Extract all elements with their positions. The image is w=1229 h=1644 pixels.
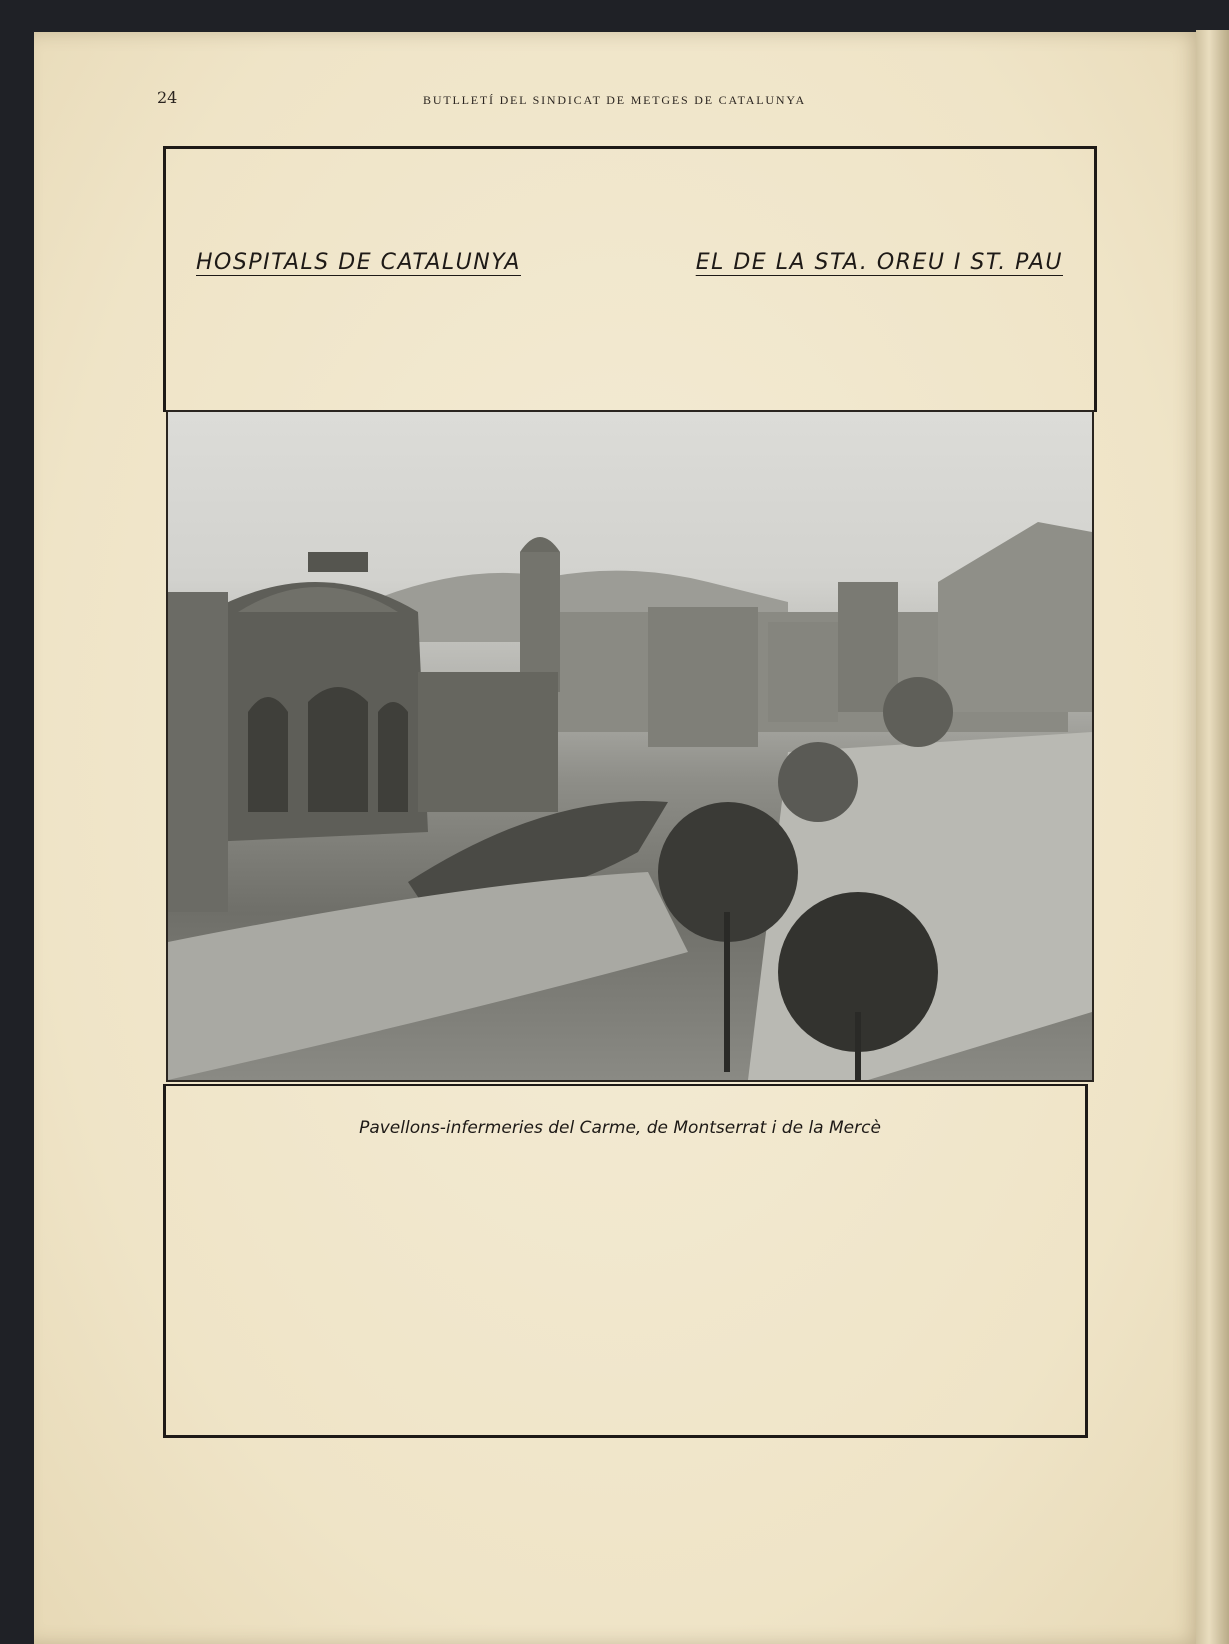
page-number: 24 — [157, 88, 178, 107]
photo-caption: Pavellons-infermeries del Carme, de Montserrat i de la Mercè — [359, 1118, 881, 1138]
book-page-edge — [1196, 30, 1229, 1644]
tower — [520, 552, 560, 692]
section-heading-left: HOSPITALS DE CATALUNYA — [196, 250, 521, 275]
tree — [778, 742, 858, 822]
section-heading-right: EL DE LA STA. OREU I ST. PAU — [695, 250, 1063, 275]
tree-trunk — [724, 912, 730, 1072]
heading-frame — [163, 146, 1097, 412]
domed-building-right — [938, 522, 1092, 712]
pavilion-carme — [648, 607, 758, 747]
left-wing — [168, 592, 228, 912]
photo-illustration — [168, 412, 1092, 1080]
tree — [883, 677, 953, 747]
tower-spire — [520, 537, 560, 552]
pavilion-arches — [248, 687, 408, 812]
tree-trunk — [855, 1012, 861, 1080]
pavilion-montserrat — [768, 622, 838, 722]
hospital-photograph — [166, 410, 1094, 1082]
garden-path — [168, 872, 688, 1080]
running-header: BUTLLETÍ DEL SINDICAT DE METGES DE CATALUNYA — [423, 93, 806, 107]
entrance-block — [418, 672, 558, 812]
dome-crown — [308, 552, 368, 572]
